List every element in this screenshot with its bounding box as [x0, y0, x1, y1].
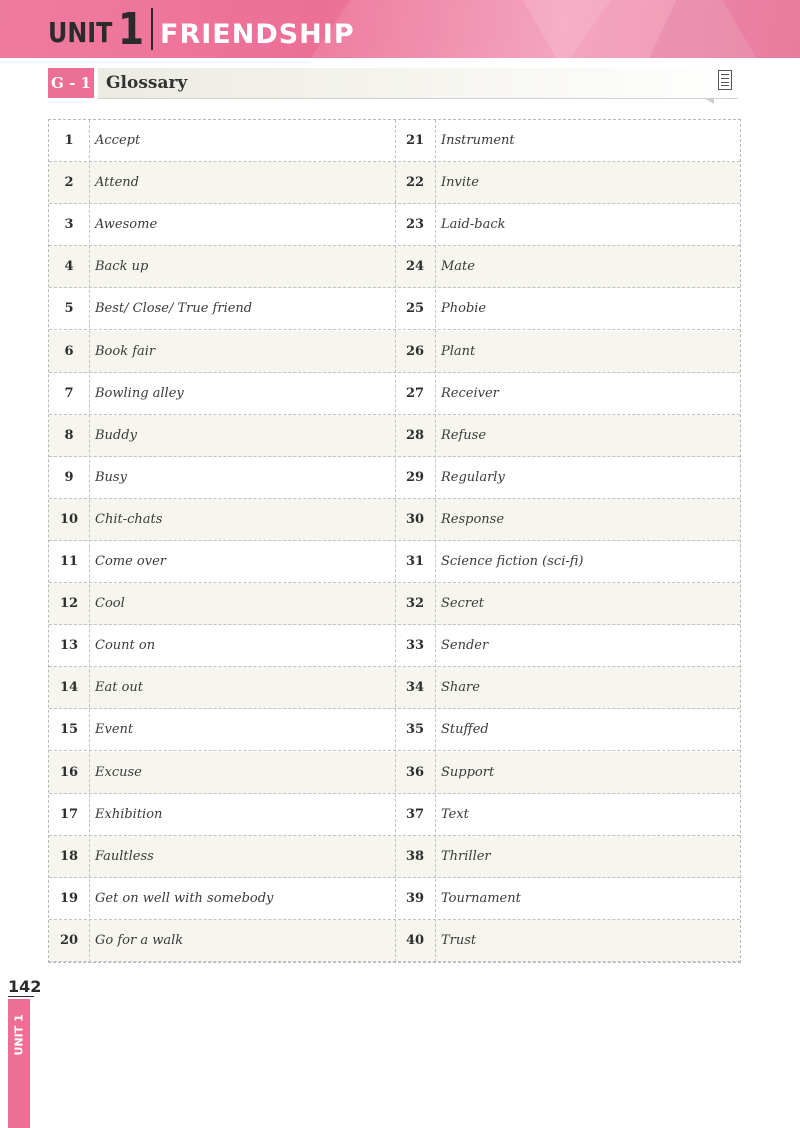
entry-number: 29: [405, 469, 425, 485]
entry-term: Back up: [95, 259, 149, 275]
entry-term: Best/ Close/ True friend: [95, 301, 253, 317]
entry-term: Regularly: [441, 469, 505, 485]
entry-term: Exhibition: [95, 806, 163, 822]
entry-term: Cool: [95, 596, 125, 612]
entry-term: Response: [441, 511, 505, 527]
glossary-table: [48, 119, 741, 963]
entry-number: 13: [59, 638, 79, 654]
entry-term: Event: [95, 722, 134, 738]
entry-number: 10: [59, 511, 79, 527]
entry-term: Come over: [95, 554, 167, 570]
entry-term: Get on well with somebody: [95, 890, 274, 906]
entry-number: 8: [64, 427, 74, 443]
side-unit-label: UNIT 1: [12, 1014, 26, 1056]
entry-term: Stuffed: [441, 722, 489, 738]
entry-term: Support: [441, 764, 495, 780]
entry-term: Instrument: [441, 133, 515, 149]
entry-term: Sender: [441, 638, 489, 654]
entry-term: Trust: [441, 932, 477, 948]
entry-term: Awesome: [95, 217, 158, 233]
entry-term: Count on: [95, 638, 156, 654]
entry-term: Plant: [441, 343, 476, 359]
entry-number: 32: [405, 596, 425, 612]
unit-label: UNIT: [48, 16, 113, 49]
entry-number: 16: [59, 764, 79, 780]
entry-term: Bowling alley: [95, 385, 184, 401]
entry-term: Thriller: [441, 848, 491, 864]
entry-number: 23: [405, 217, 425, 233]
entry-term: Refuse: [441, 427, 487, 443]
entry-number: 31: [405, 554, 425, 570]
entry-number: 34: [405, 680, 425, 696]
entry-number: 21: [405, 133, 425, 149]
entry-term: Buddy: [95, 427, 137, 443]
entry-term: Excuse: [95, 764, 142, 780]
entry-term: Mate: [441, 259, 475, 275]
entry-number: 9: [64, 469, 74, 485]
entry-number: 17: [59, 806, 79, 822]
entry-number: 27: [405, 385, 425, 401]
entry-term: Eat out: [95, 680, 144, 696]
entry-number: 35: [405, 722, 425, 738]
entry-term: Tournament: [441, 890, 521, 906]
entry-number: 1: [64, 133, 74, 149]
entry-term: Busy: [95, 469, 127, 485]
entry-term: Accept: [95, 133, 141, 149]
entry-number: 4: [64, 259, 74, 275]
section-title: Glossary: [106, 73, 188, 93]
entry-term: Laid-back: [441, 217, 506, 233]
entry-number: 36: [405, 764, 425, 780]
entry-number: 19: [59, 890, 79, 906]
entry-number: 6: [64, 343, 74, 359]
column-divider: [395, 120, 396, 962]
section-header-bar: [98, 68, 738, 99]
entry-term: Book fair: [95, 343, 156, 359]
entry-number: 37: [405, 806, 425, 822]
entry-term: Share: [441, 680, 480, 696]
entry-number: 14: [59, 680, 79, 696]
page-number: 142: [8, 977, 42, 996]
entry-term: Text: [441, 806, 469, 822]
entry-number: 7: [64, 385, 74, 401]
entry-term: Chit-chats: [95, 511, 163, 527]
unit-divider: [151, 8, 153, 50]
document-icon: [718, 70, 732, 90]
section-bar-tail: [704, 98, 714, 104]
entry-number: 26: [405, 343, 425, 359]
entry-number: 28: [405, 427, 425, 443]
entry-term: Phobie: [441, 301, 487, 317]
entry-number: 38: [405, 848, 425, 864]
entry-number: 33: [405, 638, 425, 654]
entry-number: 22: [405, 175, 425, 191]
entry-number: 3: [64, 217, 74, 233]
entry-number: 5: [64, 301, 74, 317]
column-divider: [435, 120, 436, 962]
entry-number: 39: [405, 890, 425, 906]
unit-number: 1: [118, 4, 145, 55]
entry-number: 40: [405, 932, 425, 948]
section-badge: G - 1: [48, 68, 94, 98]
entry-number: 24: [405, 259, 425, 275]
side-unit-tab: [8, 999, 30, 1128]
entry-term: Receiver: [441, 385, 499, 401]
entry-number: 2: [64, 175, 74, 191]
entry-term: Secret: [441, 596, 485, 612]
entry-number: 11: [59, 554, 79, 570]
column-divider: [89, 120, 90, 962]
entry-term: Invite: [441, 175, 479, 191]
entry-number: 15: [59, 722, 79, 738]
unit-title: FRIENDSHIP: [160, 19, 355, 50]
entry-term: Science fiction (sci-fi): [441, 554, 584, 570]
entry-term: Go for a walk: [95, 932, 184, 948]
entry-term: Attend: [95, 175, 139, 191]
page-number-underline: [8, 996, 34, 997]
entry-number: 12: [59, 596, 79, 612]
entry-number: 18: [59, 848, 79, 864]
entry-term: Faultless: [95, 848, 154, 864]
entry-number: 25: [405, 301, 425, 317]
entry-number: 20: [59, 932, 79, 948]
entry-number: 30: [405, 511, 425, 527]
